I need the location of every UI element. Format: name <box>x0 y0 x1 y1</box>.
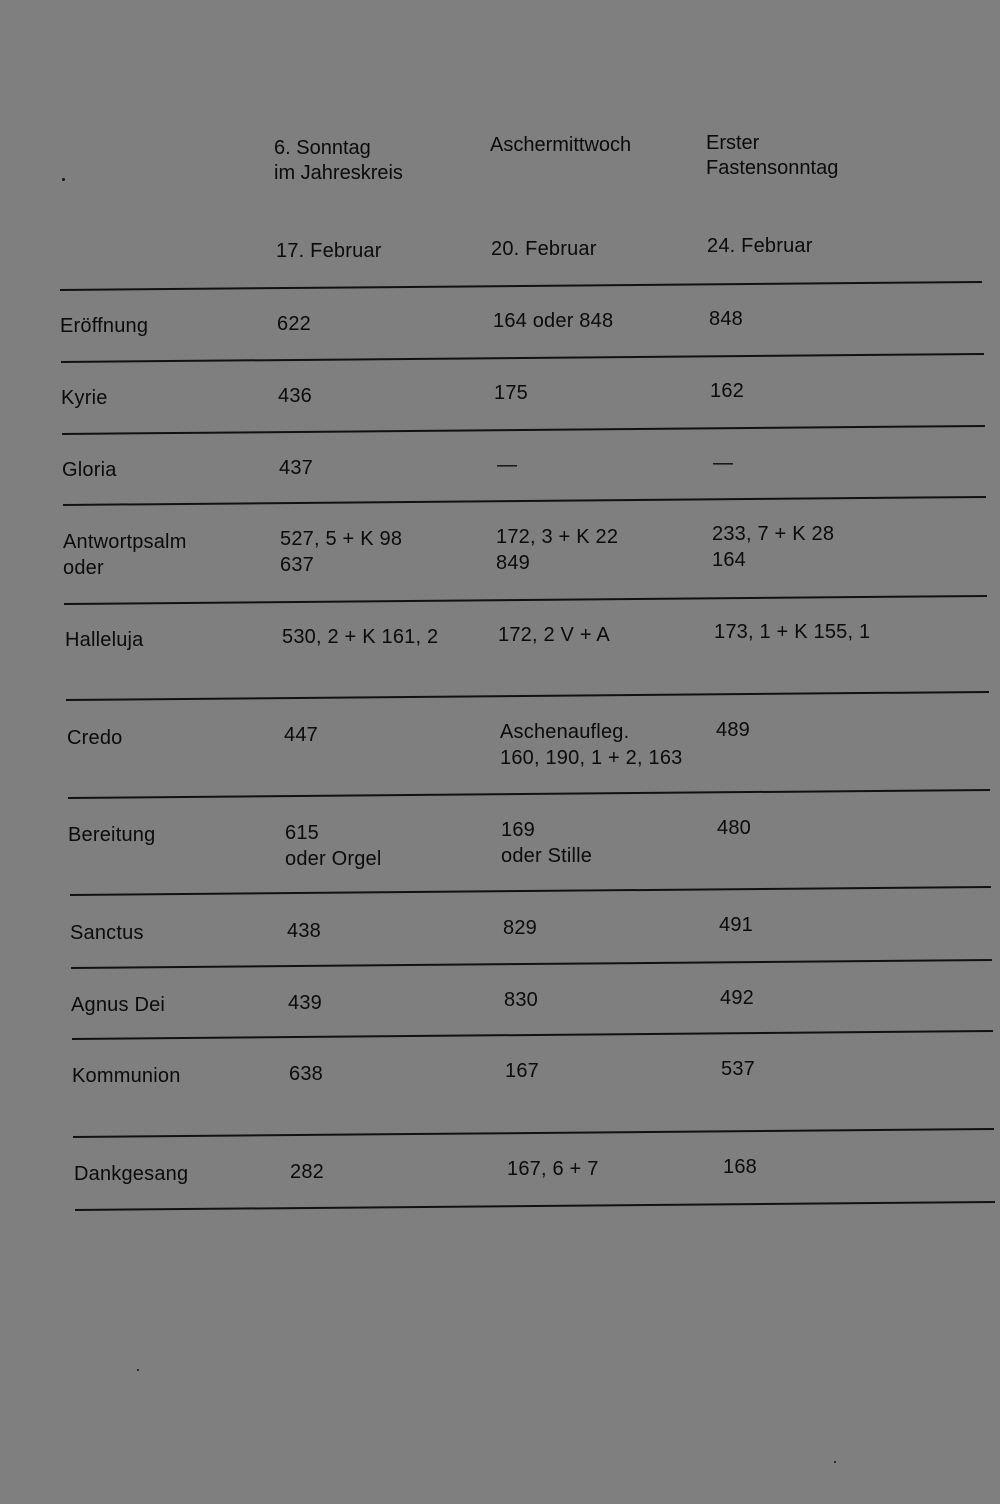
table-rule <box>66 691 989 701</box>
row-label: Eröffnung <box>60 315 149 337</box>
cell-line1: 615 <box>285 822 319 844</box>
cell-line2: oder Stille <box>501 845 593 867</box>
cell-col1: 437 <box>279 457 313 479</box>
column-header-3 <box>706 131 838 181</box>
row-label: Kommunion <box>72 1065 181 1087</box>
speck-mark <box>834 1461 836 1463</box>
cell-col2 <box>501 817 592 869</box>
row-label-line2: oder <box>63 557 104 579</box>
cell-line2: 164 <box>712 549 746 571</box>
cell-col3: 162 <box>710 380 744 402</box>
cell-col3: 480 <box>717 817 751 839</box>
column-date-2: 20. Februar <box>491 238 597 260</box>
cell-col2: 167 <box>505 1060 539 1082</box>
cell-col1 <box>280 526 402 578</box>
cell-line2: 160, 190, 1 + 2, 163 <box>500 747 683 769</box>
cell-col2: 175 <box>494 382 528 404</box>
cell-col1: 638 <box>289 1063 323 1085</box>
column-title-line1: Aschermittwoch <box>490 134 632 156</box>
cell-line1: 172, 3 + K 22 <box>496 526 619 548</box>
cell-line1: 527, 5 + K 98 <box>280 528 403 550</box>
row-label: Halleluja <box>65 629 144 651</box>
row-label: Gloria <box>62 459 117 481</box>
cell-col3: 491 <box>719 914 753 936</box>
cell-col3: 492 <box>720 987 754 1009</box>
cell-col3: 173, 1 + K 155, 1 <box>714 621 871 643</box>
cell-col1: 282 <box>290 1161 324 1183</box>
column-title-line2: Fastensonntag <box>706 157 839 179</box>
table-rule <box>64 595 987 605</box>
cell-col2: 830 <box>504 989 538 1011</box>
cell-col2: — <box>497 454 518 476</box>
cell-col1: 438 <box>287 920 321 942</box>
table-rule <box>73 1128 994 1138</box>
cell-col3: 168 <box>723 1156 757 1178</box>
column-title-line2: im Jahreskreis <box>274 162 403 184</box>
row-label: Credo <box>67 727 123 749</box>
table-rule <box>72 1030 993 1040</box>
cell-line1: Aschenaufleg. <box>500 721 630 743</box>
cell-line2: 849 <box>496 552 530 574</box>
cell-col1 <box>285 820 382 872</box>
row-label: Bereitung <box>68 824 156 846</box>
speck-mark <box>137 1369 139 1371</box>
column-date-1: 17. Februar <box>276 240 382 262</box>
cell-col3: — <box>713 452 734 474</box>
cell-col2: 172, 2 V + A <box>498 624 610 646</box>
column-title-line1: Erster <box>706 132 760 154</box>
cell-col1: 622 <box>277 313 311 335</box>
speck-mark <box>62 178 65 181</box>
cell-col3: 537 <box>721 1058 755 1080</box>
table-rule <box>60 281 982 291</box>
cell-col1: 447 <box>284 724 318 746</box>
cell-col2 <box>500 719 683 771</box>
cell-col2: 164 oder 848 <box>493 310 614 332</box>
cell-line2: oder Orgel <box>285 848 382 870</box>
table-rule <box>75 1201 995 1211</box>
table-rule <box>61 353 984 363</box>
row-label-line1: Antwortpsalm <box>63 531 187 553</box>
column-header-1 <box>274 136 403 186</box>
cell-line1: 233, 7 + K 28 <box>712 523 835 545</box>
cell-line2: 637 <box>280 554 314 576</box>
table-rule <box>68 789 990 799</box>
cell-col3: 848 <box>709 308 743 330</box>
cell-col2 <box>496 524 618 576</box>
table-rule <box>63 496 986 506</box>
column-header-2 <box>490 133 631 158</box>
table-rule <box>70 886 991 896</box>
cell-col2: 167, 6 + 7 <box>507 1158 599 1180</box>
table-rule <box>62 425 985 435</box>
cell-col1: 530, 2 + K 161, 2 <box>282 626 439 648</box>
row-label: Kyrie <box>61 387 108 409</box>
cell-col1: 439 <box>288 992 322 1014</box>
cell-line1: 169 <box>501 819 535 841</box>
row-label: Sanctus <box>70 922 144 944</box>
cell-col1: 436 <box>278 385 312 407</box>
column-title-line1: 6. Sonntag <box>274 137 371 159</box>
column-date-3: 24. Februar <box>707 235 813 257</box>
table-rule <box>71 959 992 969</box>
row-label: Agnus Dei <box>71 994 166 1016</box>
cell-col3: 489 <box>716 719 750 741</box>
cell-col3 <box>712 521 834 573</box>
cell-col2: 829 <box>503 917 537 939</box>
row-label <box>63 529 187 581</box>
row-label: Dankgesang <box>74 1163 189 1185</box>
